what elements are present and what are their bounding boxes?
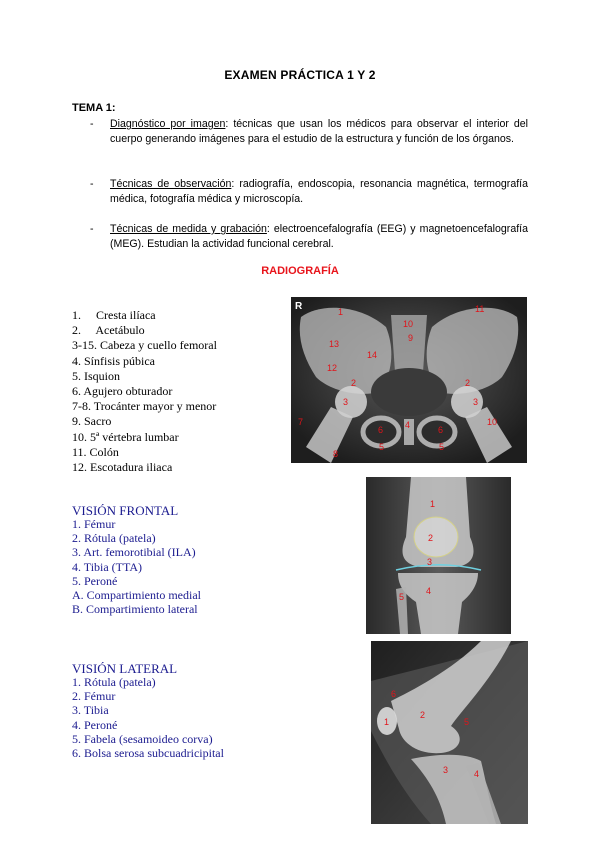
xray-label: 5 (379, 442, 385, 452)
bullet-text: : radiografía, endoscopia, resonancia magnética, termografía médica, fotografía médica y microscopía. (110, 178, 528, 205)
lateral-heading: VISIÓN LATERAL (72, 661, 178, 676)
xray-label: 2 (351, 378, 357, 388)
list-item: 1. Rótula (patela) (72, 675, 156, 689)
xray-label: 1 (430, 499, 436, 509)
list-item: 5. Isquion (72, 368, 120, 383)
bullet-text: : electroencefalografía (EEG) y magnetoencefalografía (MEG). Estudian la actividad funcional cerebral. (110, 223, 528, 250)
xray-label: 3 (427, 557, 433, 567)
xray-side-marker: R (295, 301, 303, 312)
xray-label: 6 (391, 689, 397, 699)
list-item: 2. Fémur (72, 689, 116, 704)
bullet-text: : técnicas que usan los médicos para observar el interior del cuerpo generando imágenes para el estudio de la estructura y función de los órganos. (110, 118, 528, 145)
bullet-term: Diagnóstico por imagen (110, 118, 226, 130)
list-item: 5. Peroné (72, 573, 118, 588)
xray-label: 6 (438, 425, 444, 435)
xray-label: 6 (378, 425, 384, 435)
bullet-term: Técnicas de medida y grabación (110, 223, 267, 235)
xray-label: 4 (426, 586, 432, 596)
list-item: 1. Cresta ilíaca (72, 308, 156, 322)
list-item: 2. Rótula (patela) (72, 531, 156, 546)
list-item: 6. Bolsa serosa subcuadricipital (72, 746, 224, 761)
xray-label: 9 (408, 333, 414, 343)
list-item: 3-15. Cabeza y cuello femoral (72, 338, 217, 353)
xray-label: 7 (298, 417, 304, 427)
xray-label: 3 (443, 765, 449, 775)
bullet-observacion (90, 177, 528, 207)
list-item: 4. Sínfisis púbica (72, 353, 155, 368)
bullet-medida (90, 222, 528, 252)
list-item: 4. Peroné (72, 717, 118, 732)
xray-label: 12 (327, 363, 338, 373)
list-item: 2. Acetábulo (72, 323, 145, 338)
xray-label: 10 (487, 417, 498, 427)
list-item: 1. Fémur (72, 517, 116, 531)
xray-label: 13 (329, 339, 340, 349)
list-item: 3. Art. femorotibial (ILA) (72, 545, 196, 560)
xray-label: 10 (403, 319, 414, 329)
list-item: 12. Escotadura iliaca (72, 460, 173, 475)
frontal-legend (72, 517, 302, 616)
pelvis-legend (72, 308, 282, 475)
section-radiografia: RADIOGRAFÍA (261, 265, 339, 277)
bullet-diagnostico (90, 117, 528, 147)
xray-label: 5 (399, 592, 405, 602)
xray-label: 2 (420, 710, 426, 720)
document-title: EXAMEN PRÁCTICA 1 Y 2 (224, 68, 376, 82)
list-item: 4. Tibia (TTA) (72, 559, 143, 574)
list-item: 6. Agujero obturador (72, 384, 173, 399)
list-item: 9. Sacro (72, 414, 112, 429)
tema-heading: TEMA 1: (72, 102, 116, 114)
xray-label: 1 (338, 307, 344, 317)
list-item: A. Compartimiento medial (72, 588, 201, 603)
list-item: B. Compartimiento lateral (72, 602, 198, 617)
xray-label: 5 (464, 717, 470, 727)
pelvis-xray-image (291, 297, 527, 463)
knee-frontal-xray-image (366, 477, 511, 634)
bullet-dash: - (90, 178, 94, 190)
xray-label: 2 (428, 533, 434, 543)
xray-label: 3 (473, 397, 479, 407)
xray-label: 14 (367, 350, 378, 360)
xray-label: 11 (475, 304, 485, 314)
xray-label: 2 (465, 378, 471, 388)
list-item: 11. Colón (72, 444, 119, 459)
lateral-legend (72, 675, 302, 760)
list-item: 3. Tibia (72, 703, 109, 718)
xray-label: 4 (405, 420, 411, 430)
knee-lateral-xray-image (371, 641, 528, 824)
xray-label: 8 (333, 449, 339, 459)
list-item: 7-8. Trocánter mayor y menor (72, 399, 217, 414)
xray-label: 4 (474, 769, 480, 779)
xray-label: 5 (439, 442, 445, 452)
list-item: 10. 5ª vértebra lumbar (72, 429, 179, 444)
xray-label: 3 (343, 397, 349, 407)
list-item: 5. Fabela (sesamoideo corva) (72, 731, 213, 746)
bullet-dash: - (90, 223, 94, 235)
bullet-term: Técnicas de observación (110, 178, 232, 190)
frontal-heading: VISIÓN FRONTAL (72, 503, 179, 518)
xray-label: 1 (384, 717, 390, 727)
bullet-dash: - (90, 118, 94, 130)
